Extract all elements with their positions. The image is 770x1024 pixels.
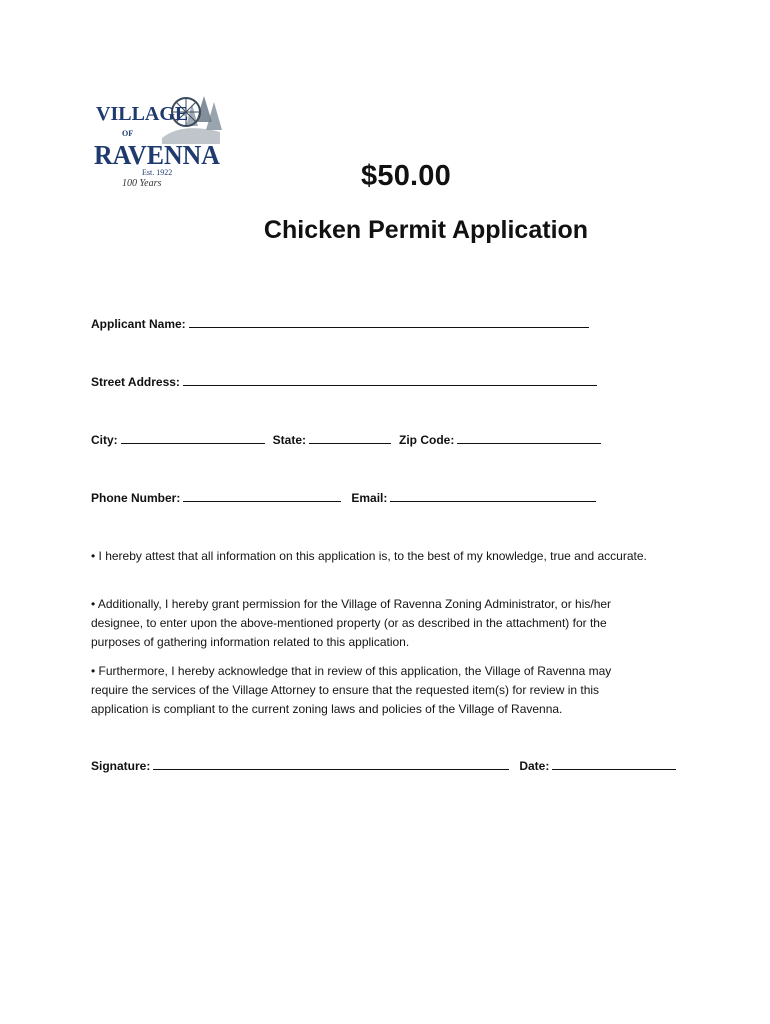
phone-number-input-line[interactable]: [183, 490, 341, 502]
email-field[interactable]: [351, 490, 596, 505]
phone-email-row: [91, 490, 596, 505]
state-input-line[interactable]: [309, 432, 391, 444]
street-address-label: Street Address:: [91, 375, 180, 389]
logo-text-village: VILLAGE: [96, 103, 189, 125]
logo-text-anniversary: 100 Years: [122, 178, 162, 189]
date-label: Date:: [519, 759, 550, 773]
date-input-line[interactable]: [552, 758, 676, 770]
permit-fee: $50.00: [361, 160, 451, 192]
email-input-line[interactable]: [390, 490, 596, 502]
attestation-statement: • I hereby attest that all information on this application is, to the best of my knowledge, true and accurate.: [91, 549, 647, 563]
applicant-name-input-line[interactable]: [189, 316, 589, 328]
street-address-row: [91, 374, 597, 389]
state-field[interactable]: [273, 432, 391, 447]
city-label: City:: [91, 433, 118, 447]
phone-number-field[interactable]: [91, 490, 341, 505]
date-field[interactable]: [519, 758, 676, 773]
applicant-name-label: Applicant Name:: [91, 317, 186, 331]
signature-date-row: [91, 758, 676, 773]
signature-label: Signature:: [91, 759, 151, 773]
logo-text-ravenna: RAVENNA: [94, 140, 221, 170]
email-label: Email:: [351, 491, 388, 505]
street-address-input-line[interactable]: [183, 374, 597, 386]
permission-statement: • Additionally, I hereby grant permission for the Village of Ravenna Zoning Administrator, or his/her designee, to enter upon the above-mentioned property (or as described in the attachment) for the purposes of gathering information related to this application.: [91, 597, 612, 649]
street-address-field[interactable]: [91, 374, 597, 389]
logo-text-of: OF: [122, 129, 134, 138]
phone-number-label: Phone Number:: [91, 491, 181, 505]
city-state-zip-row: [91, 432, 601, 447]
applicant-name-row: [91, 316, 589, 331]
zip-code-label: Zip Code:: [399, 433, 455, 447]
acknowledgement-statement: • Furthermore, I hereby acknowledge that in review of this application, the Village of Ravenna may require the services of the Village Attorney to ensure that the requested item(s) for review in this application is compliant to the current zoning laws and policies of the Village of Ravenna.: [91, 664, 612, 716]
zip-code-input-line[interactable]: [457, 432, 601, 444]
zip-code-field[interactable]: [399, 432, 601, 447]
city-field[interactable]: [91, 432, 265, 447]
signature-field[interactable]: [91, 758, 509, 773]
logo-text-established: Est. 1922: [142, 168, 173, 177]
page-title: Chicken Permit Application: [263, 216, 589, 244]
city-input-line[interactable]: [121, 432, 265, 444]
signature-input-line[interactable]: [153, 758, 509, 770]
state-label: State:: [272, 433, 307, 447]
applicant-name-field[interactable]: [91, 316, 589, 331]
